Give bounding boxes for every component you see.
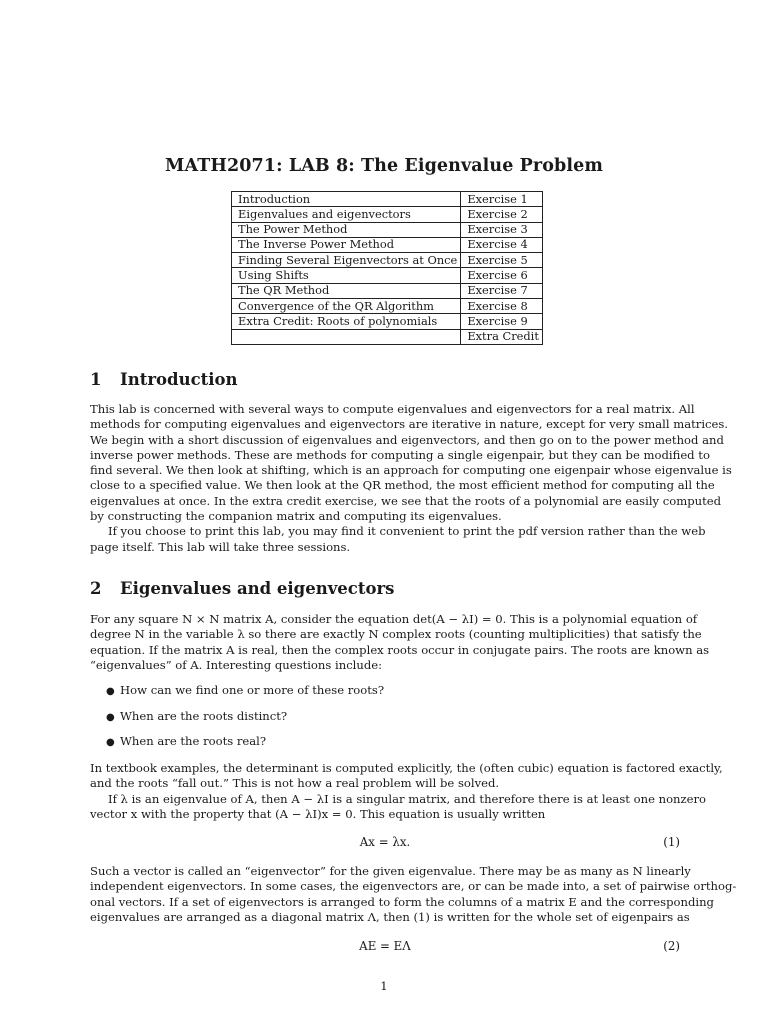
bullet-icon: ● bbox=[106, 711, 115, 723]
exercise-table bbox=[231, 191, 543, 345]
exercise-cell: Exercise 5 bbox=[461, 253, 543, 268]
exercise-cell: Exercise 4 bbox=[461, 237, 543, 252]
exercise-cell: Exercise 1 bbox=[461, 192, 543, 207]
topic-cell: Finding Several Eigenvectors at Once bbox=[232, 253, 461, 268]
text-line: degree N in the variable λ so there are exactly N complex roots (counting multiplicities) that satisfy the bbox=[90, 627, 702, 642]
text-line: eigenvalues at once. In the extra credit exercise, we see that the roots of a polynomial are easily computed bbox=[90, 493, 722, 508]
text-line: equation. If the matrix A is real, then the complex roots occur in conjugate pairs. The roots are known as bbox=[90, 642, 710, 657]
text-line: If you choose to print this lab, you may find it convenient to print the pdf version rather than the web bbox=[108, 524, 706, 539]
text-line: In textbook examples, the determinant is computed explicitly, the (often cubic) equation is factored exactly, bbox=[90, 761, 723, 775]
list-item-text: How can we find one or more of these roots? bbox=[120, 683, 385, 697]
topic-cell: Using Shifts bbox=[232, 268, 461, 283]
text-line: and the roots “fall out.” This is not how a real problem will be solved. bbox=[90, 776, 500, 791]
exercise-cell: Exercise 9 bbox=[461, 314, 543, 329]
exercise-cell: Exercise 3 bbox=[461, 222, 543, 237]
intro-paragraph bbox=[90, 402, 732, 555]
table-row bbox=[232, 314, 543, 329]
exercise-cell: Exercise 2 bbox=[461, 207, 543, 222]
section-heading-eigenvalues bbox=[90, 579, 394, 598]
topic-cell: Introduction bbox=[232, 192, 461, 207]
text-line: eigenvalues are arranged as a diagonal matrix Λ, then (1) is written for the whole set of eigenpairs as bbox=[90, 909, 690, 924]
table-row bbox=[232, 192, 543, 207]
equation-number: (2) bbox=[663, 939, 680, 953]
eigen-paragraph-2 bbox=[90, 761, 723, 822]
list-item-text: When are the roots distinct? bbox=[120, 708, 288, 723]
section-number: 2 bbox=[90, 579, 102, 598]
text-line: inverse power methods. These are methods for computing a single eigenpair, but they can be modified to bbox=[90, 447, 710, 462]
topic-cell: Extra Credit: Roots of polynomials bbox=[232, 314, 461, 329]
table-row bbox=[232, 299, 543, 314]
text-line: vector x with the property that (A − λI)x = 0. This equation is usually written bbox=[90, 806, 546, 821]
exercise-cell: Exercise 6 bbox=[461, 268, 543, 283]
list-item bbox=[106, 683, 384, 709]
text-line: onal vectors. If a set of eigenvectors is arranged to form the columns of a matrix E and the corresponding bbox=[90, 894, 714, 909]
text-line: If λ is an eigenvalue of A, then A − λI is a singular matrix, and therefore there is at least one nonzero bbox=[108, 791, 707, 806]
topic-cell: The QR Method bbox=[232, 283, 461, 298]
eigen-paragraph-3 bbox=[90, 864, 737, 925]
exercise-cell: Extra Credit bbox=[461, 329, 543, 344]
table-row bbox=[232, 237, 543, 252]
text-line: We begin with a short discussion of eigenvalues and eigenvectors, and then go on to the power method and bbox=[90, 432, 724, 447]
exercise-cell: Exercise 7 bbox=[461, 283, 543, 298]
text-line: Such a vector is called an “eigenvector” for the given eigenvalue. There may be as many as N linearly bbox=[90, 864, 691, 878]
table-row bbox=[232, 283, 543, 298]
table-row bbox=[232, 329, 543, 344]
text-line: For any square N × N matrix A, consider the equation det(A − λI) = 0. This is a polynomial equation of bbox=[90, 612, 698, 626]
topic-cell: The Power Method bbox=[232, 222, 461, 237]
text-line: close to a specified value. We then look at the QR method, the most efficient method for computing all the bbox=[90, 478, 715, 493]
topic-cell bbox=[232, 329, 461, 344]
list-item bbox=[106, 709, 384, 735]
table-row bbox=[232, 253, 543, 268]
text-line: methods for computing eigenvalues and eigenvectors are iterative in nature, except for very small matrices. bbox=[90, 417, 729, 432]
exercise-cell: Exercise 8 bbox=[461, 299, 543, 314]
list-item-text: When are the roots real? bbox=[120, 734, 267, 748]
bullet-icon: ● bbox=[106, 737, 115, 748]
table-row bbox=[232, 222, 543, 237]
topic-cell: The Inverse Power Method bbox=[232, 237, 461, 252]
equation-expression: Ax = λx. bbox=[359, 835, 411, 849]
topic-cell: Convergence of the QR Algorithm bbox=[232, 299, 461, 314]
question-list bbox=[106, 683, 384, 760]
list-item bbox=[106, 734, 384, 760]
text-line: by constructing the companion matrix and computing its eigenvalues. bbox=[90, 509, 502, 524]
section-title: Introduction bbox=[120, 370, 238, 389]
text-line: find several. We then look at shifting, which is an approach for computing one eigenpair whose eigenvalue is bbox=[90, 463, 732, 478]
text-line: “eigenvalues” of A. Interesting questions include: bbox=[90, 657, 383, 672]
equation-expression: AE = EΛ bbox=[359, 939, 411, 953]
section-title: Eigenvalues and eigenvectors bbox=[120, 579, 395, 598]
section-heading-introduction bbox=[90, 370, 238, 389]
eigen-paragraph-1 bbox=[90, 612, 710, 673]
page-title: MATH2071: LAB 8: The Eigenvalue Problem bbox=[165, 156, 603, 176]
text-line: page itself. This lab will take three sessions. bbox=[90, 539, 351, 554]
page-number: 1 bbox=[380, 979, 388, 993]
text-line: This lab is concerned with several ways to compute eigenvalues and eigenvectors for a real matrix. All bbox=[90, 402, 695, 416]
text-line: independent eigenvectors. In some cases, the eigenvectors are, or can be made into, a set of pairwise orthog- bbox=[90, 879, 737, 894]
equation-number: (1) bbox=[663, 835, 680, 849]
bullet-icon: ● bbox=[106, 686, 115, 697]
topic-cell: Eigenvalues and eigenvectors bbox=[232, 207, 461, 222]
table-row bbox=[232, 207, 543, 222]
table-row bbox=[232, 268, 543, 283]
section-number: 1 bbox=[90, 370, 102, 389]
